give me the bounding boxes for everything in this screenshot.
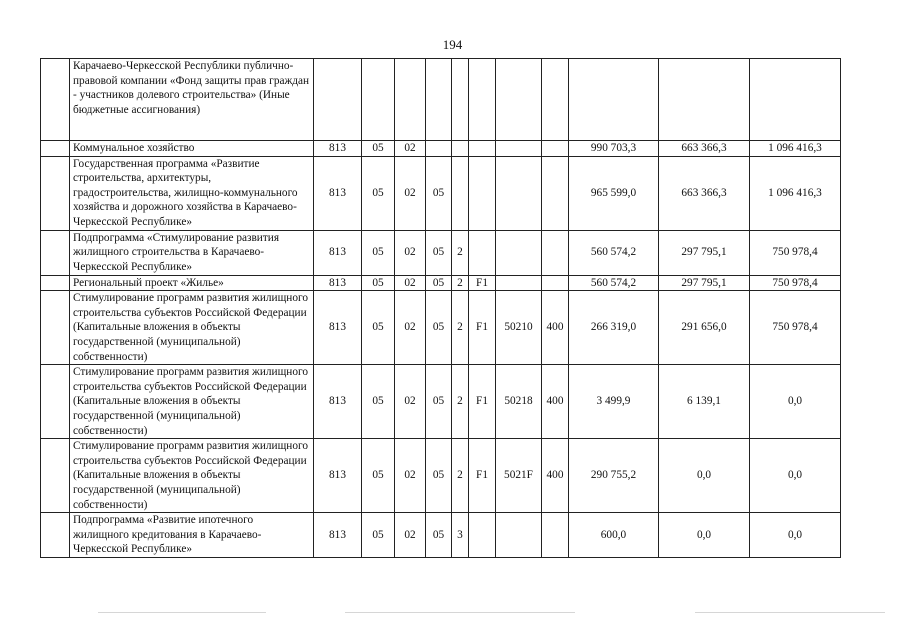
gr-code-cell <box>314 59 362 141</box>
row-index-cell <box>41 439 70 513</box>
expense-type-cell <box>542 275 569 291</box>
amount-year3-cell: 0,0 <box>750 513 841 558</box>
amount-year1-cell: 290 755,2 <box>569 439 659 513</box>
amount-year2-cell: 6 139,1 <box>659 365 750 439</box>
project-code-cell <box>469 156 496 230</box>
amount-year2-cell: 663 366,3 <box>659 156 750 230</box>
table-row <box>41 439 841 513</box>
program-code-cell: 05 <box>426 230 452 275</box>
program-code-cell <box>426 59 452 141</box>
amount-year1-cell: 990 703,3 <box>569 141 659 157</box>
section-code-cell: 05 <box>362 291 395 365</box>
subprogram-code-cell <box>452 59 469 141</box>
amount-year1-cell <box>569 59 659 141</box>
page-number: 194 <box>442 37 463 52</box>
row-index-cell <box>41 513 70 558</box>
gr-code-cell: 813 <box>314 156 362 230</box>
expense-type-cell <box>542 141 569 157</box>
subsection-code-cell: 02 <box>395 513 426 558</box>
footer-rule-mid <box>345 612 575 613</box>
amount-year3-cell: 750 978,4 <box>750 275 841 291</box>
section-code-cell <box>362 59 395 141</box>
subsection-code-cell <box>395 59 426 141</box>
subprogram-code-cell: 2 <box>452 230 469 275</box>
budget-table <box>40 58 841 558</box>
subsection-code-cell: 02 <box>395 156 426 230</box>
amount-year3-cell <box>750 59 841 141</box>
project-code-cell: F1 <box>469 439 496 513</box>
direction-code-cell <box>496 230 542 275</box>
item-name-cell: Подпрограмма «Развитие ипотечного жилищного кредитования в Карачаево-Черкесской Республике» <box>70 513 314 558</box>
section-code-cell: 05 <box>362 275 395 291</box>
row-index-cell <box>41 365 70 439</box>
amount-year3-cell: 0,0 <box>750 439 841 513</box>
section-code-cell: 05 <box>362 230 395 275</box>
amount-year2-cell: 297 795,1 <box>659 275 750 291</box>
gr-code-cell: 813 <box>314 275 362 291</box>
footer-rule-left <box>98 612 266 613</box>
amount-year3-cell: 0,0 <box>750 365 841 439</box>
direction-code-cell <box>496 59 542 141</box>
subprogram-code-cell <box>452 156 469 230</box>
program-code-cell: 05 <box>426 365 452 439</box>
subsection-code-cell: 02 <box>395 439 426 513</box>
amount-year3-cell: 750 978,4 <box>750 291 841 365</box>
gr-code-cell: 813 <box>314 365 362 439</box>
project-code-cell: F1 <box>469 291 496 365</box>
row-index-cell <box>41 59 70 141</box>
item-name-cell: Государственная программа «Развитие строительства, архитектуры, градостроительства, жилищно-коммунального хозяйства и дорожного хозяйства в Карачаево-Черкесской Республике» <box>70 156 314 230</box>
amount-year2-cell: 663 366,3 <box>659 141 750 157</box>
amount-year1-cell: 3 499,9 <box>569 365 659 439</box>
gr-code-cell: 813 <box>314 141 362 157</box>
expense-type-cell <box>542 513 569 558</box>
direction-code-cell <box>496 513 542 558</box>
expense-type-cell <box>542 59 569 141</box>
amount-year1-cell: 965 599,0 <box>569 156 659 230</box>
direction-code-cell: 50210 <box>496 291 542 365</box>
amount-year1-cell: 560 574,2 <box>569 230 659 275</box>
gr-code-cell: 813 <box>314 291 362 365</box>
program-code-cell: 05 <box>426 156 452 230</box>
item-name-cell: Коммунальное хозяйство <box>70 141 314 157</box>
row-index-cell <box>41 230 70 275</box>
project-code-cell: F1 <box>469 275 496 291</box>
row-index-cell <box>41 141 70 157</box>
item-name-cell: Стимулирование программ развития жилищного строительства субъектов Российской Федерации (Капитальные вложения в объекты государственной (муниципальной) собственности) <box>70 365 314 439</box>
gr-code-cell: 813 <box>314 230 362 275</box>
subprogram-code-cell <box>452 141 469 157</box>
item-name-cell: Стимулирование программ развития жилищного строительства субъектов Российской Федерации (Капитальные вложения в объекты государственной (муниципальной) собственности) <box>70 439 314 513</box>
amount-year3-cell: 1 096 416,3 <box>750 141 841 157</box>
subsection-code-cell: 02 <box>395 275 426 291</box>
item-name-cell: Подпрограмма «Стимулирование развития жилищного строительства в Карачаево-Черкесской Республике» <box>70 230 314 275</box>
subprogram-code-cell: 2 <box>452 275 469 291</box>
table-row <box>41 275 841 291</box>
amount-year1-cell: 600,0 <box>569 513 659 558</box>
amount-year2-cell: 0,0 <box>659 513 750 558</box>
project-code-cell <box>469 59 496 141</box>
expense-type-cell: 400 <box>542 291 569 365</box>
table-row <box>41 156 841 230</box>
project-code-cell <box>469 141 496 157</box>
subprogram-code-cell: 2 <box>452 291 469 365</box>
expense-type-cell: 400 <box>542 439 569 513</box>
amount-year3-cell: 750 978,4 <box>750 230 841 275</box>
subprogram-code-cell: 2 <box>452 439 469 513</box>
table-row <box>41 141 841 157</box>
subsection-code-cell: 02 <box>395 141 426 157</box>
subsection-code-cell: 02 <box>395 291 426 365</box>
direction-code-cell <box>496 275 542 291</box>
table-row <box>41 513 841 558</box>
subsection-code-cell: 02 <box>395 230 426 275</box>
program-code-cell: 05 <box>426 275 452 291</box>
subsection-code-cell: 02 <box>395 365 426 439</box>
amount-year2-cell <box>659 59 750 141</box>
project-code-cell: F1 <box>469 365 496 439</box>
row-index-cell <box>41 156 70 230</box>
table-row <box>41 291 841 365</box>
row-index-cell <box>41 291 70 365</box>
section-code-cell: 05 <box>362 513 395 558</box>
program-code-cell: 05 <box>426 439 452 513</box>
expense-type-cell <box>542 230 569 275</box>
project-code-cell <box>469 513 496 558</box>
section-code-cell: 05 <box>362 439 395 513</box>
table-row <box>41 59 841 141</box>
amount-year2-cell: 291 656,0 <box>659 291 750 365</box>
item-name-cell: Стимулирование программ развития жилищного строительства субъектов Российской Федерации (Капитальные вложения в объекты государственной (муниципальной) собственности) <box>70 291 314 365</box>
amount-year3-cell: 1 096 416,3 <box>750 156 841 230</box>
item-name-cell: Региональный проект «Жилье» <box>70 275 314 291</box>
project-code-cell <box>469 230 496 275</box>
gr-code-cell: 813 <box>314 439 362 513</box>
direction-code-cell <box>496 156 542 230</box>
amount-year2-cell: 297 795,1 <box>659 230 750 275</box>
table-row <box>41 230 841 275</box>
amount-year1-cell: 266 319,0 <box>569 291 659 365</box>
amount-year1-cell: 560 574,2 <box>569 275 659 291</box>
direction-code-cell: 50218 <box>496 365 542 439</box>
item-name-cell: Карачаево-Черкесской Республики публично-правовой компании «Фонд защиты прав граждан - участников долевого строительства» (Иные бюджетные ассигнования) <box>70 59 314 141</box>
gr-code-cell: 813 <box>314 513 362 558</box>
footer-rule-right <box>695 612 885 613</box>
row-index-cell <box>41 275 70 291</box>
expense-type-cell <box>542 156 569 230</box>
section-code-cell: 05 <box>362 141 395 157</box>
direction-code-cell <box>496 141 542 157</box>
subprogram-code-cell: 3 <box>452 513 469 558</box>
program-code-cell <box>426 141 452 157</box>
amount-year2-cell: 0,0 <box>659 439 750 513</box>
table-row <box>41 365 841 439</box>
section-code-cell: 05 <box>362 156 395 230</box>
program-code-cell: 05 <box>426 513 452 558</box>
subprogram-code-cell: 2 <box>452 365 469 439</box>
table-body <box>41 59 841 558</box>
section-code-cell: 05 <box>362 365 395 439</box>
program-code-cell: 05 <box>426 291 452 365</box>
direction-code-cell: 5021F <box>496 439 542 513</box>
expense-type-cell: 400 <box>542 365 569 439</box>
